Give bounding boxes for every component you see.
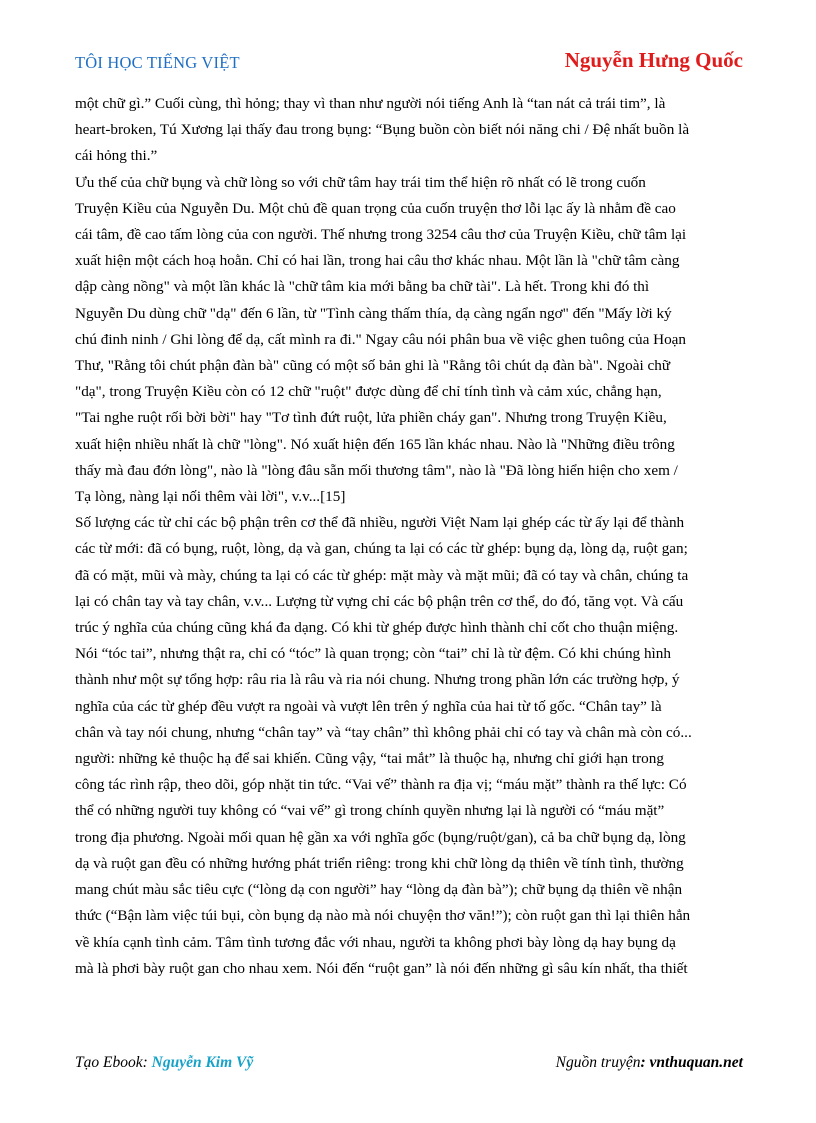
text-line: về khía cạnh tình cảm. Tâm tình tương đắc với nhau, người ta không phơi bày lòng dạ hay bụng dạ [75,933,676,951]
ebook-label: Tạo Ebook [75,1054,143,1071]
ebook-author: Nguyễn Kim Vỹ [151,1054,254,1071]
page-header [75,48,743,78]
text-line: Nguyễn Du dùng chữ "dạ" đến 6 lần, từ "Tình càng thấm thía, dạ càng ngẩn ngơ" đến "Mấy lời ký [75,304,672,322]
text-line: Thư, "Rằng tôi chút phận đàn bà" cũng có một số bản ghi là "Rằng tôi chút dạ đàn bà". Ngoài chữ [75,357,671,375]
text-line: mà là phơi bày ruột gan cho nhau xem. Nói đến “ruột gan” là nói đến những gì sâu kín nhất, tha thiết [75,959,688,977]
paragraph-2 [75,170,743,511]
ebook-credit [75,1054,253,1072]
text-line: người: những kẻ thuộc hạ để sai khiến. Cũng vậy, “tai mắt” là thuộc hạ, nhưng chỉ giới hạn trong [75,750,664,768]
text-line: "dạ", trong Truyện Kiều còn có 12 chữ "ruột" được dùng để chỉ tính tình và cảm xúc, chẳng hạn, [75,383,662,401]
text-line: cái tâm, đề cao tấm lòng của con người. Thế nhưng trong 3254 câu thơ của Truyện Kiều, chữ tâm lại [75,226,687,244]
text-line: cái hỏng thi.” [75,147,158,165]
text-line: thấy mà đau đớn lòng", nào là "lòng đâu sẵn mối thương tâm", nào là "Đã lòng hiển hiện cho xem / [75,461,678,479]
page-footer [75,1054,743,1078]
text-line: Truyện Kiều của Nguyễn Du. Một chủ đề quan trọng của cuốn truyện thơ lỗi lạc ấy là nhằm đề cao [75,199,676,217]
source-label: Nguồn truyện [555,1054,641,1071]
book-author: Nguyễn Hưng Quốc [564,48,743,72]
ebook-separator: : [142,1054,152,1071]
text-line: dập càng nồng" và một lần khác là "chữ tâm kia mới bằng ba chữ tài". Là hết. Trong khi đó thì [75,278,650,296]
text-line: trúc ý nghĩa của chúng cũng khá đa dạng. Có khi từ ghép được hình thành chỉ cốt cho thuận miệng. [75,619,679,637]
text-line: heart-broken, Tú Xương lại thấy đau trong bụng: “Bụng buồn còn biết nói năng chi / Đệ nhất buồn là [75,121,690,139]
text-line: Ưu thế của chữ bụng và chữ lòng so với chữ tâm hay trái tim thể hiện rõ nhất có lẽ trong cuốn [75,173,646,191]
page-body [75,91,743,982]
source-site: vnthuquan.net [649,1054,743,1071]
paragraph-3 [75,510,743,982]
text-line: dạ và ruột gan đều có những hướng phát triển riêng: trong khi chữ lòng dạ thiên về tính tình, thường [75,854,684,872]
text-line: đã có mặt, mũi và mày, chúng ta lại có các từ ghép: mặt mày và mặt mũi; đã có tay và chân, chúng ta [75,566,689,584]
text-line: thể có những người tuy không có “vai vế” gì trong chính quyền nhưng lại là người có “máu mặt” [75,802,665,820]
text-line: thức (“Bận làm việc túi bụi, còn bụng dạ nào mà nói chuyện thơ văn!”); còn ruột gan thì lại thiên hẳn [75,907,691,925]
text-line: xuất hiện một cách hoạ hoằn. Chỉ có hai lần, trong hai câu thơ khác nhau. Một lần là "chữ tâm càng [75,252,680,270]
text-line: thành như một sự tổng hợp: râu ria là râu và ria nói chung. Nhưng trong phần lớn các trường hợp, ý [75,671,680,689]
text-line: các từ mới: đã có bụng, ruột, lòng, dạ và gan, chúng ta lại có các từ ghép: bụng dạ, lòng dạ, ruột gan; [75,540,688,558]
text-line: một chữ gì.” Cuối cùng, thì hỏng; thay vì than như người nói tiếng Anh là “tan nát cả trái tim”, là [75,95,666,112]
text-line: chú đinh ninh / Ghi lòng để dạ, cất mình ra đi." Ngay câu nói phân bua về việc ghen tuông của Hoạn [75,330,687,348]
text-line: nghĩa của các từ ghép đều vượt ra ngoài và vượt lên trên ý nghĩa của hai từ tố gốc. “Chân tay” là [75,697,662,715]
text-line: trong địa phương. Ngoài mối quan hệ gần xa với nghĩa gốc (bụng/ruột/gan), cả ba chữ bụng dạ, lòng [75,828,686,846]
book-title: TÔI HỌC TIẾNG VIỆT [75,53,240,72]
source-credit [556,1054,743,1072]
text-line: lại có chân tay và tay chân, v.v... Lượng từ vựng chỉ các bộ phận trên cơ thể, do đó, tăng vọt. Và cấu [75,592,684,610]
source-separator: : [640,1054,650,1071]
text-line: xuất hiện nhiều nhất là chữ "lòng". Nó xuất hiện đến 165 lần khác nhau. Nào là "Những điều trông [75,435,675,453]
text-line: Số lượng các từ chỉ các bộ phận trên cơ thể đã nhiều, người Việt Nam lại ghép các từ ấy lại để thành [75,514,685,532]
text-line: mang chút màu sắc tiêu cực (“lòng dạ con người” hay “lòng dạ đàn bà”); chữ bụng dạ thiên về nhận [75,881,683,899]
text-line: chân và tay nói chung, nhưng “chân tay” và “tay chân” thì không phải chỉ có tay và chân mà còn có... [75,723,692,741]
text-line: công tác rình rập, theo dõi, góp nhặt tin tức. “Vai vế” thành ra địa vị; “máu mặt” thành ra thế lực: Có [75,776,687,794]
text-line: "Tai nghe ruột rối bời bời" hay "Tơ tình đứt ruột, lửa phiền cháy gan". Nhưng trong Truyện Kiều, [75,409,667,427]
paragraph-1 [75,91,743,170]
text-line: Tạ lòng, nàng lại nối thêm vài lời", v.v...[15] [75,488,346,506]
text-line: Nói “tóc tai”, nhưng thật ra, chỉ có “tóc” là quan trọng; còn “tai” chỉ là từ đệm. Có khi chúng hình [75,645,671,663]
